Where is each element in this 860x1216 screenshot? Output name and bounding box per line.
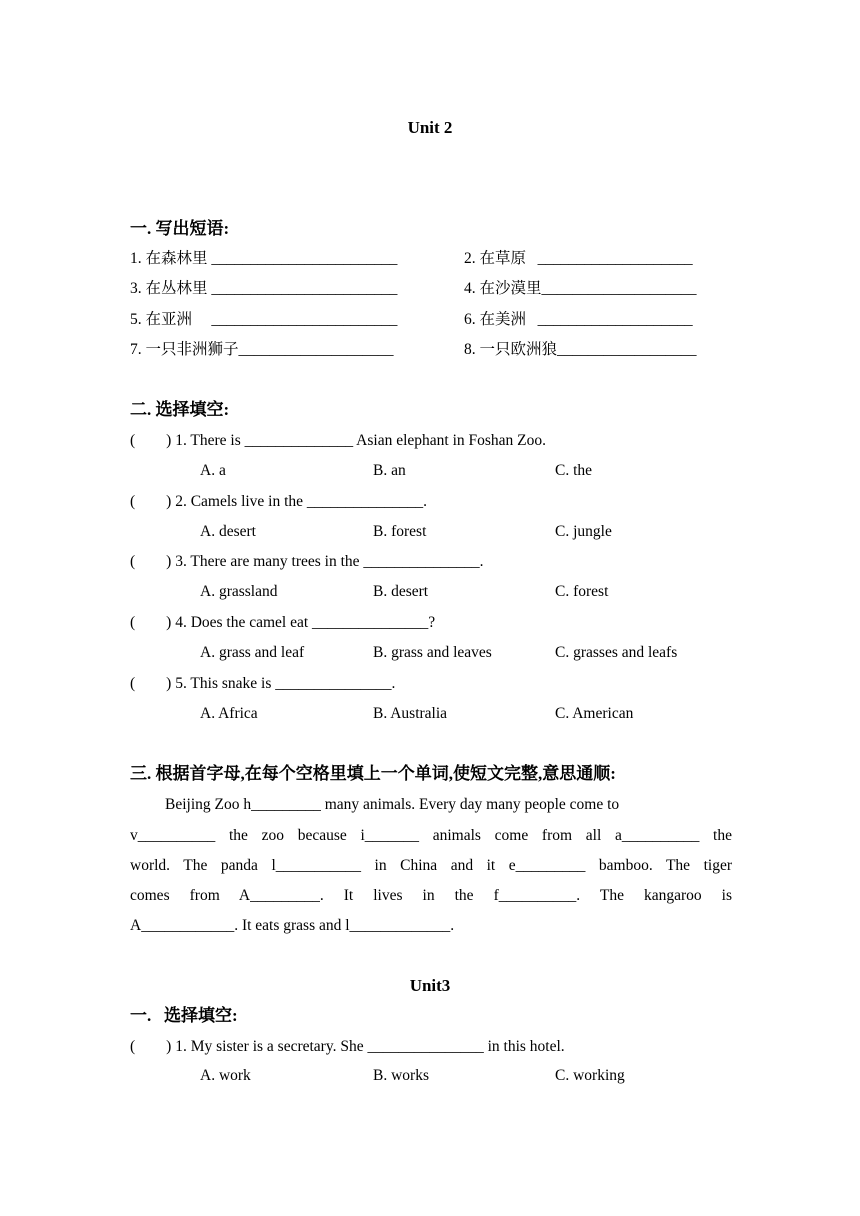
option-c: C. the	[555, 462, 593, 479]
passage-line-3: world. The panda l___________ in China and it e_________ bamboo. The tiger	[130, 857, 732, 874]
option-c: C. American	[555, 705, 634, 722]
option-b: B. desert	[373, 583, 429, 600]
option-a: A. desert	[200, 523, 256, 540]
option-c: C. grasses and leafs	[555, 644, 678, 661]
option-b: B. grass and leaves	[373, 644, 492, 661]
unit2-title: Unit 2	[407, 118, 453, 137]
question-stem-1: ( ) 1. My sister is a secretary. She _______________ in this hotel.	[130, 1038, 565, 1055]
unit2-section1-heading: 一. 写出短语:	[130, 219, 230, 238]
option-c: C. jungle	[555, 523, 612, 540]
question-stem-5: ( ) 5. This snake is _______________.	[130, 675, 396, 692]
phrase-item-5: 5. 在亚洲 ________________________	[130, 311, 398, 328]
option-a: A. a	[200, 462, 226, 479]
passage-line-4: comes from A_________. It lives in the f__________. The kangaroo is	[130, 887, 732, 904]
option-b: B. works	[373, 1067, 429, 1084]
phrase-item-8: 8. 一只欧洲狼__________________	[464, 341, 697, 358]
option-a: A. Africa	[200, 705, 258, 722]
unit2-section2-heading: 二. 选择填空:	[130, 400, 230, 419]
phrase-item-1: 1. 在森林里 ________________________	[130, 250, 398, 267]
unit3-title: Unit3	[409, 976, 451, 995]
question-stem-4: ( ) 4. Does the camel eat _______________?	[130, 614, 436, 631]
question-stem-1: ( ) 1. There is ______________ Asian elephant in Foshan Zoo.	[130, 432, 547, 449]
passage-line-5: A____________. It eats grass and l_____________.	[130, 917, 455, 934]
option-b: B. an	[373, 462, 406, 479]
phrase-item-4: 4. 在沙漠里____________________	[464, 280, 697, 297]
option-a: A. grassland	[200, 583, 278, 600]
option-a: A. grass and leaf	[200, 644, 305, 661]
phrase-item-6: 6. 在美洲 ____________________	[464, 311, 693, 328]
unit2-section3-heading: 三. 根据首字母,在每个空格里填上一个单词,使短文完整,意思通顺:	[130, 764, 616, 783]
passage-line-1: Beijing Zoo h_________ many animals. Every day many people come to	[165, 796, 620, 813]
passage-line-2: v__________ the zoo because i_______ animals come from all a__________ the	[130, 827, 732, 844]
unit3-section1-heading: 一. 选择填空:	[130, 1006, 238, 1025]
option-b: B. forest	[373, 523, 427, 540]
phrase-item-7: 7. 一只非洲狮子____________________	[130, 341, 394, 358]
option-c: C. forest	[555, 583, 609, 600]
phrase-item-3: 3. 在丛林里 ________________________	[130, 280, 398, 297]
option-a: A. work	[200, 1067, 251, 1084]
question-stem-2: ( ) 2. Camels live in the _______________.	[130, 493, 428, 510]
option-b: B. Australia	[373, 705, 448, 722]
phrase-item-2: 2. 在草原 ____________________	[464, 250, 693, 267]
option-c: C. working	[555, 1067, 625, 1084]
question-stem-3: ( ) 3. There are many trees in the _______________.	[130, 553, 484, 570]
